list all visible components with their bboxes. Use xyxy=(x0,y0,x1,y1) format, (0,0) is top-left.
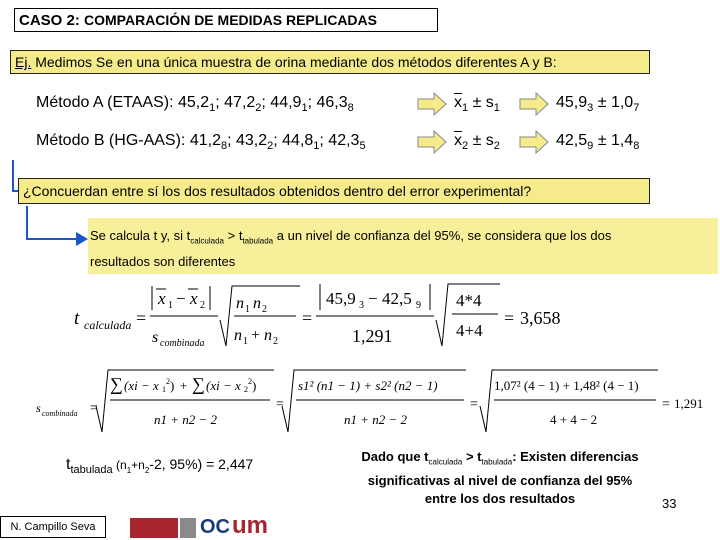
um-logo: um xyxy=(232,512,268,539)
arrow-right-icon xyxy=(518,92,550,116)
formula-t: t xyxy=(74,308,80,329)
arrow-right-icon xyxy=(518,130,550,154)
svg-text:combinada: combinada xyxy=(42,409,78,418)
svg-text:n: n xyxy=(236,295,244,312)
svg-text:2: 2 xyxy=(273,336,278,347)
method-b-stat: $\overline{x}_2 \pm s_2$ xyxy=(454,132,500,153)
author-name: N. Campillo Seva xyxy=(10,521,96,533)
svg-text:(xi − x: (xi − x xyxy=(206,378,241,393)
svg-text:45,9: 45,9 xyxy=(326,289,356,308)
svg-text:(xi − x: (xi − x xyxy=(124,378,159,393)
title-text: COMPARACIÓN DE MEDIDAS REPLICADAS xyxy=(84,12,377,28)
svg-text:=: = xyxy=(136,308,147,328)
svg-text:2: 2 xyxy=(244,385,248,394)
method-note-line2: resultados son diferentes xyxy=(90,254,236,269)
svg-text:x: x xyxy=(158,289,166,308)
svg-text:combinada: combinada xyxy=(160,338,205,349)
title-prefix: CASO 2: xyxy=(19,12,80,29)
arrow-head-icon xyxy=(76,232,88,246)
svg-text:2: 2 xyxy=(262,304,267,315)
svg-text:s: s xyxy=(152,329,159,346)
arrow-right-icon xyxy=(416,92,448,116)
conclusion-line3: entre los dos resultados xyxy=(424,490,576,506)
method-b-result: $42,5_9 \pm 1,4_8$ xyxy=(556,132,640,153)
question-box xyxy=(18,178,650,204)
svg-text:1,07² (4 − 1) + 1,48² (4 − 1): 1,07² (4 − 1) + 1,48² (4 − 1) xyxy=(494,378,639,393)
svg-text:+: + xyxy=(251,327,261,344)
svg-text:n1 + n2 − 2: n1 + n2 − 2 xyxy=(154,412,218,427)
svg-text:2: 2 xyxy=(166,377,170,386)
svg-text:3,658: 3,658 xyxy=(520,308,561,328)
seal-logo xyxy=(180,518,196,538)
svg-text:1: 1 xyxy=(243,336,248,347)
example-box xyxy=(10,50,650,74)
conclusion xyxy=(330,448,670,508)
svg-text:2: 2 xyxy=(248,377,252,386)
svg-text:42,5: 42,5 xyxy=(382,289,412,308)
conclusion-line1: Dado que $t_{calculada} > t_{tabulada}$: Existen diferencias xyxy=(361,449,639,467)
svg-text:2: 2 xyxy=(200,300,205,311)
svg-text:): ) xyxy=(252,378,257,393)
method-a-values: Método A (ETAAS): $45,2_1$; $47,2_2$; $44,9_1$; $46,3_8$ xyxy=(36,94,354,115)
svg-text:∑: ∑ xyxy=(192,374,205,394)
svg-text:calculada: calculada xyxy=(84,318,132,332)
svg-text:−: − xyxy=(176,289,186,308)
example-text: Medimos Se en una única muestra de orina mediante dos métodos diferentes A y B: xyxy=(35,54,557,70)
svg-text:−: − xyxy=(368,289,378,308)
svg-text:=: = xyxy=(470,397,478,412)
svg-text:1: 1 xyxy=(168,300,173,311)
svg-text:n1 + n2 − 2: n1 + n2 − 2 xyxy=(344,412,408,427)
method-a-stat: $\overline{x}_1 \pm s_1$ xyxy=(454,94,500,115)
arrow-right-icon xyxy=(416,130,448,154)
svg-text:4+4: 4+4 xyxy=(456,321,483,340)
method-note-box xyxy=(88,218,718,274)
svg-text:∑: ∑ xyxy=(110,374,123,394)
svg-text:=: = xyxy=(504,308,515,328)
s-combined-formula xyxy=(34,364,714,438)
conclusion-line2: significativas al nivel de confianza del 95% xyxy=(367,472,633,488)
svg-text:=: = xyxy=(276,397,284,412)
svg-text:n: n xyxy=(253,295,261,312)
question-text: ¿Concuerdan entre sí los dos resultados obtenidos dentro del error experimental? xyxy=(23,183,532,199)
svg-text:=: = xyxy=(662,397,670,412)
svg-text:s: s xyxy=(36,401,41,415)
method-b-values: Método B (HG-AAS): $41,2_8$; $43,2_2$; $44,8_1$; $42,3_5$ xyxy=(36,132,366,153)
method-note-line1: Se calcula t y, si $t_{calculada} > t_{tabulada}$ a un nivel de confianza del 95%, se considera que los dos xyxy=(90,228,612,246)
t-tabulated: $t_{tabulada}$ ($n_1+n_2-2$, 95%) = 2,447 xyxy=(66,456,254,477)
svg-text:3: 3 xyxy=(359,300,364,311)
slide-title xyxy=(14,8,438,32)
svg-text:+: + xyxy=(180,378,188,393)
method-a-result: $45,9_3 \pm 1,0_7$ xyxy=(556,94,640,115)
svg-text:1: 1 xyxy=(162,385,166,394)
university-logo xyxy=(130,518,178,538)
svg-text:=: = xyxy=(90,401,98,416)
svg-text:1: 1 xyxy=(245,304,250,315)
svg-text:=: = xyxy=(302,308,313,328)
svg-text:n: n xyxy=(264,327,272,344)
svg-text:n: n xyxy=(234,327,242,344)
svg-text:s1² (n1 − 1) + s2² (n2 − 1): s1² (n1 − 1) + s2² (n2 − 1) xyxy=(298,378,438,393)
svg-text:1,291: 1,291 xyxy=(352,326,393,346)
example-lead: Ej. xyxy=(15,54,32,70)
t-calculated-formula xyxy=(70,280,570,356)
svg-text:4 + 4 − 2: 4 + 4 − 2 xyxy=(550,412,598,427)
page-number: 33 xyxy=(662,496,677,511)
svg-text:4*4: 4*4 xyxy=(456,291,482,310)
svg-text:1,291: 1,291 xyxy=(674,396,704,411)
svg-text:9: 9 xyxy=(416,300,421,311)
oc-logo: OC xyxy=(200,516,230,538)
svg-text:): ) xyxy=(170,378,175,393)
author-box xyxy=(0,516,106,538)
svg-text:x: x xyxy=(190,289,198,308)
